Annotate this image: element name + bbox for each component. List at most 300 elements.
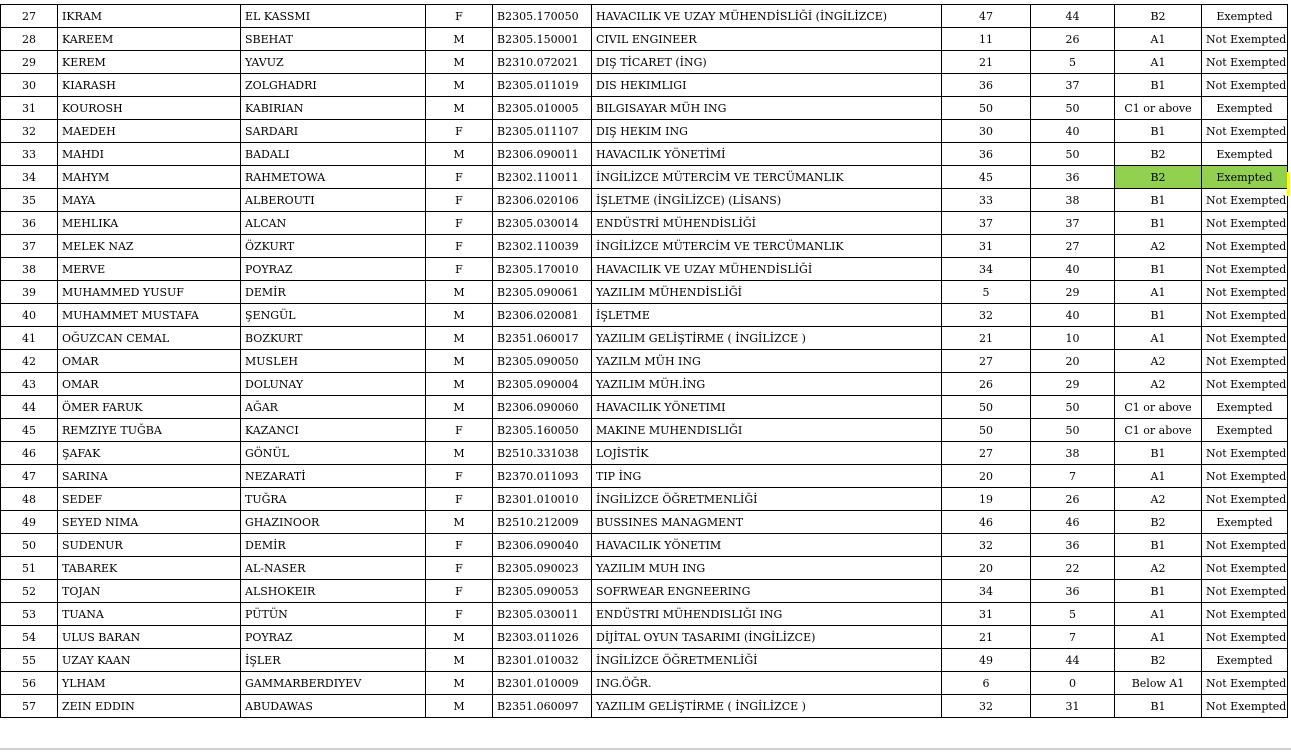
row-number-cell[interactable]: 54	[1, 626, 58, 649]
last-name-cell[interactable]: POYRAZ	[241, 258, 426, 281]
program-cell[interactable]: ENDÜSTRİ MÜHENDİSLİĞİ	[592, 212, 942, 235]
program-cell[interactable]: DİJİTAL OYUN TASARIMI (İNGİLİZCE)	[592, 626, 942, 649]
row-number-cell[interactable]: 55	[1, 649, 58, 672]
score-2-cell[interactable]: 36	[1031, 534, 1115, 557]
student-id-cell[interactable]: B2306.090040	[493, 534, 592, 557]
first-name-cell[interactable]: MUHAMMED YUSUF	[58, 281, 241, 304]
program-cell[interactable]: HAVACILIK YÖNETIMI	[592, 396, 942, 419]
row-number-cell[interactable]: 57	[1, 695, 58, 718]
first-name-cell[interactable]: MAHYM	[58, 166, 241, 189]
program-cell[interactable]: DIS HEKIMLIGI	[592, 74, 942, 97]
first-name-cell[interactable]: MELEK NAZ	[58, 235, 241, 258]
first-name-cell[interactable]: IKRAM	[58, 5, 241, 28]
last-name-cell[interactable]: ALCAN	[241, 212, 426, 235]
first-name-cell[interactable]: UZAY KAAN	[58, 649, 241, 672]
level-cell[interactable]: A1	[1115, 465, 1202, 488]
level-cell[interactable]: B1	[1115, 189, 1202, 212]
gender-cell[interactable]: M	[426, 350, 493, 373]
program-cell[interactable]: ENDÜSTRI MÜHENDISLIĞI ING	[592, 603, 942, 626]
score-2-cell[interactable]: 10	[1031, 327, 1115, 350]
status-cell[interactable]: Not Exempted	[1202, 327, 1288, 350]
student-id-cell[interactable]: B2302.110039	[493, 235, 592, 258]
score-2-cell[interactable]: 38	[1031, 189, 1115, 212]
row-number-cell[interactable]: 34	[1, 166, 58, 189]
last-name-cell[interactable]: GÖNÜL	[241, 442, 426, 465]
row-number-cell[interactable]: 47	[1, 465, 58, 488]
student-id-cell[interactable]: B2305.090004	[493, 373, 592, 396]
program-cell[interactable]: YAZILIM MÜHENDİSLİĞİ	[592, 281, 942, 304]
last-name-cell[interactable]: YAVUZ	[241, 51, 426, 74]
gender-cell[interactable]: M	[426, 281, 493, 304]
score-2-cell[interactable]: 46	[1031, 511, 1115, 534]
row-number-cell[interactable]: 46	[1, 442, 58, 465]
gender-cell[interactable]: F	[426, 212, 493, 235]
program-cell[interactable]: SOFRWEAR ENGNEERING	[592, 580, 942, 603]
first-name-cell[interactable]: MUHAMMET MUSTAFA	[58, 304, 241, 327]
score-2-cell[interactable]: 27	[1031, 235, 1115, 258]
gender-cell[interactable]: F	[426, 166, 493, 189]
level-cell[interactable]: B1	[1115, 74, 1202, 97]
score-2-cell[interactable]: 5	[1031, 51, 1115, 74]
status-cell[interactable]: Not Exempted	[1202, 534, 1288, 557]
level-cell[interactable]: B1	[1115, 580, 1202, 603]
program-cell[interactable]: BUSSINES MANAGMENT	[592, 511, 942, 534]
gender-cell[interactable]: F	[426, 580, 493, 603]
row-number-cell[interactable]: 53	[1, 603, 58, 626]
last-name-cell[interactable]: ZOLGHADRI	[241, 74, 426, 97]
score-1-cell[interactable]: 50	[942, 396, 1031, 419]
first-name-cell[interactable]: KIARASH	[58, 74, 241, 97]
level-cell[interactable]: C1 or above	[1115, 419, 1202, 442]
score-2-cell[interactable]: 37	[1031, 74, 1115, 97]
first-name-cell[interactable]: MAHDI	[58, 143, 241, 166]
first-name-cell[interactable]: YLHAM	[58, 672, 241, 695]
last-name-cell[interactable]: SBEHAT	[241, 28, 426, 51]
first-name-cell[interactable]: SARINA	[58, 465, 241, 488]
gender-cell[interactable]: F	[426, 465, 493, 488]
last-name-cell[interactable]: ALSHOKEIR	[241, 580, 426, 603]
row-number-cell[interactable]: 31	[1, 97, 58, 120]
first-name-cell[interactable]: KAREEM	[58, 28, 241, 51]
gender-cell[interactable]: M	[426, 74, 493, 97]
first-name-cell[interactable]: TUANA	[58, 603, 241, 626]
score-1-cell[interactable]: 50	[942, 419, 1031, 442]
first-name-cell[interactable]: OMAR	[58, 373, 241, 396]
status-cell[interactable]: Not Exempted	[1202, 373, 1288, 396]
score-1-cell[interactable]: 19	[942, 488, 1031, 511]
row-number-cell[interactable]: 33	[1, 143, 58, 166]
status-cell[interactable]: Not Exempted	[1202, 557, 1288, 580]
score-1-cell[interactable]: 27	[942, 350, 1031, 373]
gender-cell[interactable]: M	[426, 51, 493, 74]
student-id-cell[interactable]: B2305.011107	[493, 120, 592, 143]
gender-cell[interactable]: F	[426, 557, 493, 580]
student-id-cell[interactable]: B2310.072021	[493, 51, 592, 74]
status-cell[interactable]: Not Exempted	[1202, 442, 1288, 465]
program-cell[interactable]: ING.ÖĞR.	[592, 672, 942, 695]
program-cell[interactable]: LOJİSTİK	[592, 442, 942, 465]
gender-cell[interactable]: M	[426, 327, 493, 350]
student-id-cell[interactable]: B2305.090023	[493, 557, 592, 580]
score-2-cell[interactable]: 50	[1031, 143, 1115, 166]
score-1-cell[interactable]: 36	[942, 143, 1031, 166]
student-id-cell[interactable]: B2306.090011	[493, 143, 592, 166]
score-2-cell[interactable]: 44	[1031, 5, 1115, 28]
first-name-cell[interactable]: ULUS BARAN	[58, 626, 241, 649]
score-2-cell[interactable]: 29	[1031, 281, 1115, 304]
student-id-cell[interactable]: B2305.010005	[493, 97, 592, 120]
level-cell[interactable]: B2	[1115, 649, 1202, 672]
first-name-cell[interactable]: TABAREK	[58, 557, 241, 580]
gender-cell[interactable]: M	[426, 649, 493, 672]
level-cell[interactable]: A1	[1115, 603, 1202, 626]
score-1-cell[interactable]: 27	[942, 442, 1031, 465]
gender-cell[interactable]: F	[426, 5, 493, 28]
score-1-cell[interactable]: 20	[942, 557, 1031, 580]
score-2-cell[interactable]: 29	[1031, 373, 1115, 396]
score-1-cell[interactable]: 50	[942, 97, 1031, 120]
score-2-cell[interactable]: 5	[1031, 603, 1115, 626]
last-name-cell[interactable]: DEMİR	[241, 534, 426, 557]
status-cell[interactable]: Not Exempted	[1202, 28, 1288, 51]
score-1-cell[interactable]: 46	[942, 511, 1031, 534]
status-cell[interactable]: Not Exempted	[1202, 212, 1288, 235]
student-id-cell[interactable]: B2301.010009	[493, 672, 592, 695]
score-1-cell[interactable]: 6	[942, 672, 1031, 695]
row-number-cell[interactable]: 43	[1, 373, 58, 396]
gender-cell[interactable]: F	[426, 419, 493, 442]
student-id-cell[interactable]: B2306.020081	[493, 304, 592, 327]
program-cell[interactable]: İŞLETME (İNGİLİZCE) (LİSANS)	[592, 189, 942, 212]
level-cell[interactable]: B1	[1115, 304, 1202, 327]
first-name-cell[interactable]: OMAR	[58, 350, 241, 373]
gender-cell[interactable]: F	[426, 189, 493, 212]
gender-cell[interactable]: M	[426, 695, 493, 718]
gender-cell[interactable]: M	[426, 28, 493, 51]
score-1-cell[interactable]: 20	[942, 465, 1031, 488]
program-cell[interactable]: İNGİLİZCE ÖĞRETMENLİĞİ	[592, 488, 942, 511]
row-number-cell[interactable]: 37	[1, 235, 58, 258]
score-1-cell[interactable]: 30	[942, 120, 1031, 143]
student-id-cell[interactable]: B2306.090060	[493, 396, 592, 419]
gender-cell[interactable]: F	[426, 120, 493, 143]
program-cell[interactable]: TIP İNG	[592, 465, 942, 488]
first-name-cell[interactable]: TOJAN	[58, 580, 241, 603]
student-id-cell[interactable]: B2305.090053	[493, 580, 592, 603]
gender-cell[interactable]: M	[426, 143, 493, 166]
score-1-cell[interactable]: 21	[942, 51, 1031, 74]
status-cell[interactable]: Not Exempted	[1202, 235, 1288, 258]
first-name-cell[interactable]: SEYED NIMA	[58, 511, 241, 534]
level-cell[interactable]: B1	[1115, 258, 1202, 281]
first-name-cell[interactable]: REMZIYE TUĞBA	[58, 419, 241, 442]
student-id-cell[interactable]: B2306.020106	[493, 189, 592, 212]
student-id-cell[interactable]: B2305.030011	[493, 603, 592, 626]
gender-cell[interactable]: F	[426, 258, 493, 281]
score-2-cell[interactable]: 0	[1031, 672, 1115, 695]
student-id-cell[interactable]: B2305.030014	[493, 212, 592, 235]
row-number-cell[interactable]: 51	[1, 557, 58, 580]
level-cell[interactable]: A1	[1115, 28, 1202, 51]
first-name-cell[interactable]: SEDEF	[58, 488, 241, 511]
row-number-cell[interactable]: 35	[1, 189, 58, 212]
program-cell[interactable]: HAVACILIK YÖNETİMİ	[592, 143, 942, 166]
level-cell[interactable]: B1	[1115, 695, 1202, 718]
last-name-cell[interactable]: AĞAR	[241, 396, 426, 419]
student-id-cell[interactable]: B2351.060017	[493, 327, 592, 350]
score-1-cell[interactable]: 31	[942, 235, 1031, 258]
last-name-cell[interactable]: DOLUNAY	[241, 373, 426, 396]
row-number-cell[interactable]: 28	[1, 28, 58, 51]
gender-cell[interactable]: M	[426, 373, 493, 396]
last-name-cell[interactable]: ALBEROUTI	[241, 189, 426, 212]
student-id-cell[interactable]: B2370.011093	[493, 465, 592, 488]
last-name-cell[interactable]: KABIRIAN	[241, 97, 426, 120]
status-cell[interactable]: Not Exempted	[1202, 672, 1288, 695]
level-cell[interactable]: B1	[1115, 212, 1202, 235]
program-cell[interactable]: CIVIL ENGINEER	[592, 28, 942, 51]
level-cell[interactable]: A1	[1115, 327, 1202, 350]
status-cell[interactable]: Exempted	[1202, 97, 1288, 120]
level-cell[interactable]: B2	[1115, 143, 1202, 166]
status-cell[interactable]: Not Exempted	[1202, 626, 1288, 649]
status-cell[interactable]: Not Exempted	[1202, 74, 1288, 97]
level-cell[interactable]: A2	[1115, 557, 1202, 580]
row-number-cell[interactable]: 40	[1, 304, 58, 327]
program-cell[interactable]: YAZILIM GELİŞTİRME ( İNGİLİZCE )	[592, 695, 942, 718]
student-id-cell[interactable]: B2305.170010	[493, 258, 592, 281]
first-name-cell[interactable]: ÖMER FARUK	[58, 396, 241, 419]
level-cell[interactable]: B1	[1115, 120, 1202, 143]
row-number-cell[interactable]: 44	[1, 396, 58, 419]
score-1-cell[interactable]: 33	[942, 189, 1031, 212]
status-cell[interactable]: Not Exempted	[1202, 189, 1288, 212]
program-cell[interactable]: İŞLETME	[592, 304, 942, 327]
last-name-cell[interactable]: EL KASSMI	[241, 5, 426, 28]
last-name-cell[interactable]: GHAZINOOR	[241, 511, 426, 534]
level-cell[interactable]: B1	[1115, 534, 1202, 557]
status-cell[interactable]: Not Exempted	[1202, 580, 1288, 603]
row-number-cell[interactable]: 30	[1, 74, 58, 97]
level-cell[interactable]: A2	[1115, 488, 1202, 511]
score-2-cell[interactable]: 36	[1031, 166, 1115, 189]
score-1-cell[interactable]: 31	[942, 603, 1031, 626]
last-name-cell[interactable]: AL-NASER	[241, 557, 426, 580]
level-cell[interactable]: A2	[1115, 235, 1202, 258]
score-2-cell[interactable]: 22	[1031, 557, 1115, 580]
program-cell[interactable]: HAVACILIK VE UZAY MÜHENDİSLİĞİ	[592, 258, 942, 281]
status-cell[interactable]: Not Exempted	[1202, 304, 1288, 327]
gender-cell[interactable]: M	[426, 396, 493, 419]
score-1-cell[interactable]: 21	[942, 327, 1031, 350]
last-name-cell[interactable]: BOZKURT	[241, 327, 426, 350]
first-name-cell[interactable]: MAYA	[58, 189, 241, 212]
first-name-cell[interactable]: ŞAFAK	[58, 442, 241, 465]
first-name-cell[interactable]: SUDENUR	[58, 534, 241, 557]
gender-cell[interactable]: F	[426, 235, 493, 258]
last-name-cell[interactable]: SARDARI	[241, 120, 426, 143]
program-cell[interactable]: İNGİLİZCE MÜTERCİM VE TERCÜMANLIK	[592, 235, 942, 258]
score-2-cell[interactable]: 40	[1031, 304, 1115, 327]
status-cell[interactable]: Exempted	[1202, 166, 1288, 189]
first-name-cell[interactable]: ZEIN EDDIN	[58, 695, 241, 718]
program-cell[interactable]: YAZILM MÜH ING	[592, 350, 942, 373]
row-number-cell[interactable]: 42	[1, 350, 58, 373]
row-number-cell[interactable]: 49	[1, 511, 58, 534]
score-1-cell[interactable]: 37	[942, 212, 1031, 235]
first-name-cell[interactable]: MERVE	[58, 258, 241, 281]
first-name-cell[interactable]: OĞUZCAN CEMAL	[58, 327, 241, 350]
score-1-cell[interactable]: 26	[942, 373, 1031, 396]
first-name-cell[interactable]: KOUROSH	[58, 97, 241, 120]
last-name-cell[interactable]: GAMMARBERDIYEV	[241, 672, 426, 695]
level-cell[interactable]: B1	[1115, 442, 1202, 465]
last-name-cell[interactable]: ABUDAWAS	[241, 695, 426, 718]
student-id-cell[interactable]: B2305.090061	[493, 281, 592, 304]
last-name-cell[interactable]: İŞLER	[241, 649, 426, 672]
status-cell[interactable]: Not Exempted	[1202, 120, 1288, 143]
program-cell[interactable]: İNGİLİZCE MÜTERCİM VE TERCÜMANLIK	[592, 166, 942, 189]
level-cell[interactable]: Below A1	[1115, 672, 1202, 695]
score-2-cell[interactable]: 26	[1031, 488, 1115, 511]
level-cell[interactable]: A1	[1115, 281, 1202, 304]
level-cell[interactable]: A1	[1115, 626, 1202, 649]
student-id-cell[interactable]: B2351.060097	[493, 695, 592, 718]
first-name-cell[interactable]: MEHLIKA	[58, 212, 241, 235]
score-2-cell[interactable]: 7	[1031, 465, 1115, 488]
score-1-cell[interactable]: 49	[942, 649, 1031, 672]
status-cell[interactable]: Exempted	[1202, 143, 1288, 166]
level-cell[interactable]: C1 or above	[1115, 396, 1202, 419]
row-number-cell[interactable]: 27	[1, 5, 58, 28]
level-cell[interactable]: A2	[1115, 373, 1202, 396]
gender-cell[interactable]: M	[426, 511, 493, 534]
status-cell[interactable]: Exempted	[1202, 419, 1288, 442]
gender-cell[interactable]: F	[426, 603, 493, 626]
row-number-cell[interactable]: 56	[1, 672, 58, 695]
student-id-cell[interactable]: B2301.010032	[493, 649, 592, 672]
student-id-cell[interactable]: B2510.212009	[493, 511, 592, 534]
status-cell[interactable]: Not Exempted	[1202, 281, 1288, 304]
student-id-cell[interactable]: B2305.011019	[493, 74, 592, 97]
score-2-cell[interactable]: 38	[1031, 442, 1115, 465]
score-2-cell[interactable]: 44	[1031, 649, 1115, 672]
gender-cell[interactable]: M	[426, 672, 493, 695]
row-number-cell[interactable]: 50	[1, 534, 58, 557]
program-cell[interactable]: DIŞ HEKIM ING	[592, 120, 942, 143]
score-2-cell[interactable]: 20	[1031, 350, 1115, 373]
last-name-cell[interactable]: RAHMETOWA	[241, 166, 426, 189]
status-cell[interactable]: Not Exempted	[1202, 603, 1288, 626]
gender-cell[interactable]: F	[426, 534, 493, 557]
score-1-cell[interactable]: 32	[942, 534, 1031, 557]
level-cell[interactable]: A1	[1115, 51, 1202, 74]
status-cell[interactable]: Exempted	[1202, 511, 1288, 534]
program-cell[interactable]: MAKINE MUHENDISLIĞI	[592, 419, 942, 442]
first-name-cell[interactable]: MAEDEH	[58, 120, 241, 143]
program-cell[interactable]: İNGİLİZCE ÖĞRETMENLİĞİ	[592, 649, 942, 672]
student-id-cell[interactable]: B2305.090050	[493, 350, 592, 373]
score-1-cell[interactable]: 32	[942, 304, 1031, 327]
score-1-cell[interactable]: 36	[942, 74, 1031, 97]
student-id-cell[interactable]: B2302.110011	[493, 166, 592, 189]
score-1-cell[interactable]: 45	[942, 166, 1031, 189]
row-number-cell[interactable]: 48	[1, 488, 58, 511]
gender-cell[interactable]: M	[426, 626, 493, 649]
status-cell[interactable]: Exempted	[1202, 649, 1288, 672]
last-name-cell[interactable]: POYRAZ	[241, 626, 426, 649]
program-cell[interactable]: DIŞ TİCARET (İNG)	[592, 51, 942, 74]
student-id-cell[interactable]: B2303.011026	[493, 626, 592, 649]
level-cell[interactable]: B2	[1115, 166, 1202, 189]
row-number-cell[interactable]: 52	[1, 580, 58, 603]
score-2-cell[interactable]: 31	[1031, 695, 1115, 718]
row-number-cell[interactable]: 45	[1, 419, 58, 442]
last-name-cell[interactable]: TUĞRA	[241, 488, 426, 511]
row-number-cell[interactable]: 32	[1, 120, 58, 143]
status-cell[interactable]: Not Exempted	[1202, 465, 1288, 488]
program-cell[interactable]: YAZILIM GELİŞTİRME ( İNGİLİZCE )	[592, 327, 942, 350]
score-2-cell[interactable]: 26	[1031, 28, 1115, 51]
level-cell[interactable]: B2	[1115, 5, 1202, 28]
status-cell[interactable]: Not Exempted	[1202, 350, 1288, 373]
score-2-cell[interactable]: 37	[1031, 212, 1115, 235]
row-number-cell[interactable]: 41	[1, 327, 58, 350]
status-cell[interactable]: Not Exempted	[1202, 51, 1288, 74]
last-name-cell[interactable]: NEZARATİ	[241, 465, 426, 488]
student-id-cell[interactable]: B2301.010010	[493, 488, 592, 511]
status-cell[interactable]: Exempted	[1202, 396, 1288, 419]
program-cell[interactable]: YAZILIM MÜH.İNG	[592, 373, 942, 396]
score-2-cell[interactable]: 7	[1031, 626, 1115, 649]
score-1-cell[interactable]: 21	[942, 626, 1031, 649]
last-name-cell[interactable]: PÜTÜN	[241, 603, 426, 626]
score-1-cell[interactable]: 34	[942, 258, 1031, 281]
level-cell[interactable]: B2	[1115, 511, 1202, 534]
score-2-cell[interactable]: 40	[1031, 258, 1115, 281]
last-name-cell[interactable]: DEMİR	[241, 281, 426, 304]
score-2-cell[interactable]: 50	[1031, 396, 1115, 419]
score-1-cell[interactable]: 32	[942, 695, 1031, 718]
score-1-cell[interactable]: 47	[942, 5, 1031, 28]
score-1-cell[interactable]: 34	[942, 580, 1031, 603]
row-number-cell[interactable]: 29	[1, 51, 58, 74]
row-number-cell[interactable]: 36	[1, 212, 58, 235]
student-id-cell[interactable]: B2305.160050	[493, 419, 592, 442]
level-cell[interactable]: A2	[1115, 350, 1202, 373]
score-1-cell[interactable]: 11	[942, 28, 1031, 51]
gender-cell[interactable]: M	[426, 442, 493, 465]
program-cell[interactable]: HAVACILIK YÖNETIM	[592, 534, 942, 557]
score-2-cell[interactable]: 40	[1031, 120, 1115, 143]
row-number-cell[interactable]: 38	[1, 258, 58, 281]
last-name-cell[interactable]: ŞENGÜL	[241, 304, 426, 327]
score-2-cell[interactable]: 50	[1031, 419, 1115, 442]
last-name-cell[interactable]: MUSLEH	[241, 350, 426, 373]
row-number-cell[interactable]: 39	[1, 281, 58, 304]
status-cell[interactable]: Not Exempted	[1202, 488, 1288, 511]
status-cell[interactable]: Exempted	[1202, 5, 1288, 28]
last-name-cell[interactable]: KAZANCI	[241, 419, 426, 442]
student-id-cell[interactable]: B2305.150001	[493, 28, 592, 51]
last-name-cell[interactable]: ÖZKURT	[241, 235, 426, 258]
level-cell[interactable]: C1 or above	[1115, 97, 1202, 120]
gender-cell[interactable]: M	[426, 97, 493, 120]
score-2-cell[interactable]: 36	[1031, 580, 1115, 603]
program-cell[interactable]: YAZILIM MUH ING	[592, 557, 942, 580]
program-cell[interactable]: HAVACILIK VE UZAY MÜHENDİSLİĞİ (İNGİLİZCE)	[592, 5, 942, 28]
gender-cell[interactable]: F	[426, 488, 493, 511]
